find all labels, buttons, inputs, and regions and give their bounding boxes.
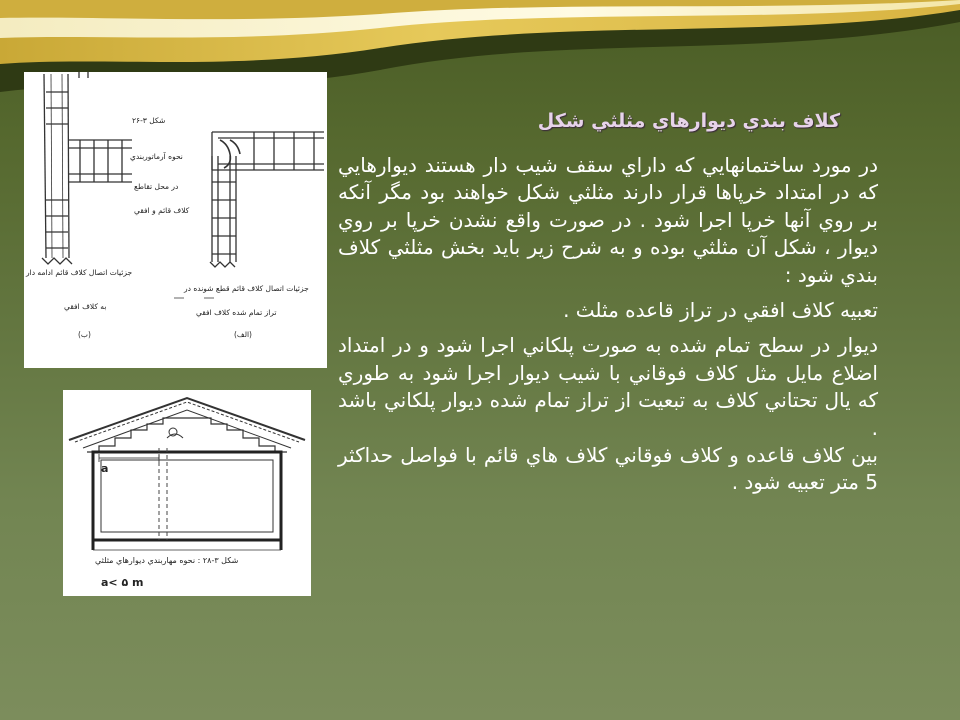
- slide-title: كلاف بندي ديوارهاي مثلثي شكل: [537, 110, 840, 132]
- paragraph-4: بين كلاف قاعده و كلاف فوقاني كلاف هاي قائم با فواصل حداكثر 5 متر تعبيه شود .: [338, 443, 878, 495]
- paragraph-2: تعبيه كلاف افقي در تراز قاعده مثلث .: [563, 298, 878, 323]
- triangular-wall-drawing: [63, 390, 311, 596]
- fig1-left-note-line-1: جزئيات اتصال كلاف قائم ادامه دار: [26, 268, 133, 277]
- fig1-right-note-line-2: تراز تمام شده كلاف افقي: [196, 308, 277, 317]
- fig1-caption-line-4: كلاف قائم و افقي: [134, 206, 190, 215]
- fig2-constraint: a< ۵ m: [101, 576, 144, 589]
- fig1-caption-line-3: در محل تقاطع: [134, 182, 179, 191]
- fig1-right-note-line-3: (الف): [234, 330, 252, 339]
- slide-body: [338, 152, 878, 497]
- dimension-label-a: a: [101, 462, 109, 475]
- paragraph-3: ديوار در سطح تمام شده به صورت پلكاني اجرا شود و در امتداد اضلاع مايل مثل كلاف فوقاني با شيب ديوار اجرا شود به طوري كه يال تحتاني كلاف به تبعيت از تراز تمام شده ديوار پلكاني باشد .: [338, 333, 878, 440]
- paragraph-1: در مورد ساختمانهايي كه داراي سقف شيب دار هستند ديوارهايي كه در امتداد خرپاها قرار دارند مثلثي شكل خواهند بود مگر آنكه بر روي آنها خرپا اجرا شود . در صورت واقع نشدن خرپا بر روي ديوار ، شكل آن مثلثي بوده و به شرح زير بايد بخش مثلثي كلاف بندي شود :: [338, 153, 878, 287]
- triangular-wall-figure: [63, 390, 311, 596]
- fig1-left-note-line-2: به كلاف افقي: [64, 302, 107, 311]
- fig1-caption-line-1: شكل ۳-۲۶: [132, 116, 166, 125]
- fig1-caption-line-2: نحوه آرماتوربندي: [130, 152, 183, 161]
- fig1-right-note-line-1: جزئيات اتصال كلاف قائم قطع شونده در: [184, 284, 309, 293]
- rebar-junction-figure: [24, 72, 327, 368]
- fig2-caption: شكل ۳-۲۸ : نحوه مهاربندي ديوارهاي مثلثي: [95, 556, 239, 565]
- rebar-junction-drawing: [24, 72, 327, 368]
- fig1-left-note-line-3: (ب): [78, 330, 91, 339]
